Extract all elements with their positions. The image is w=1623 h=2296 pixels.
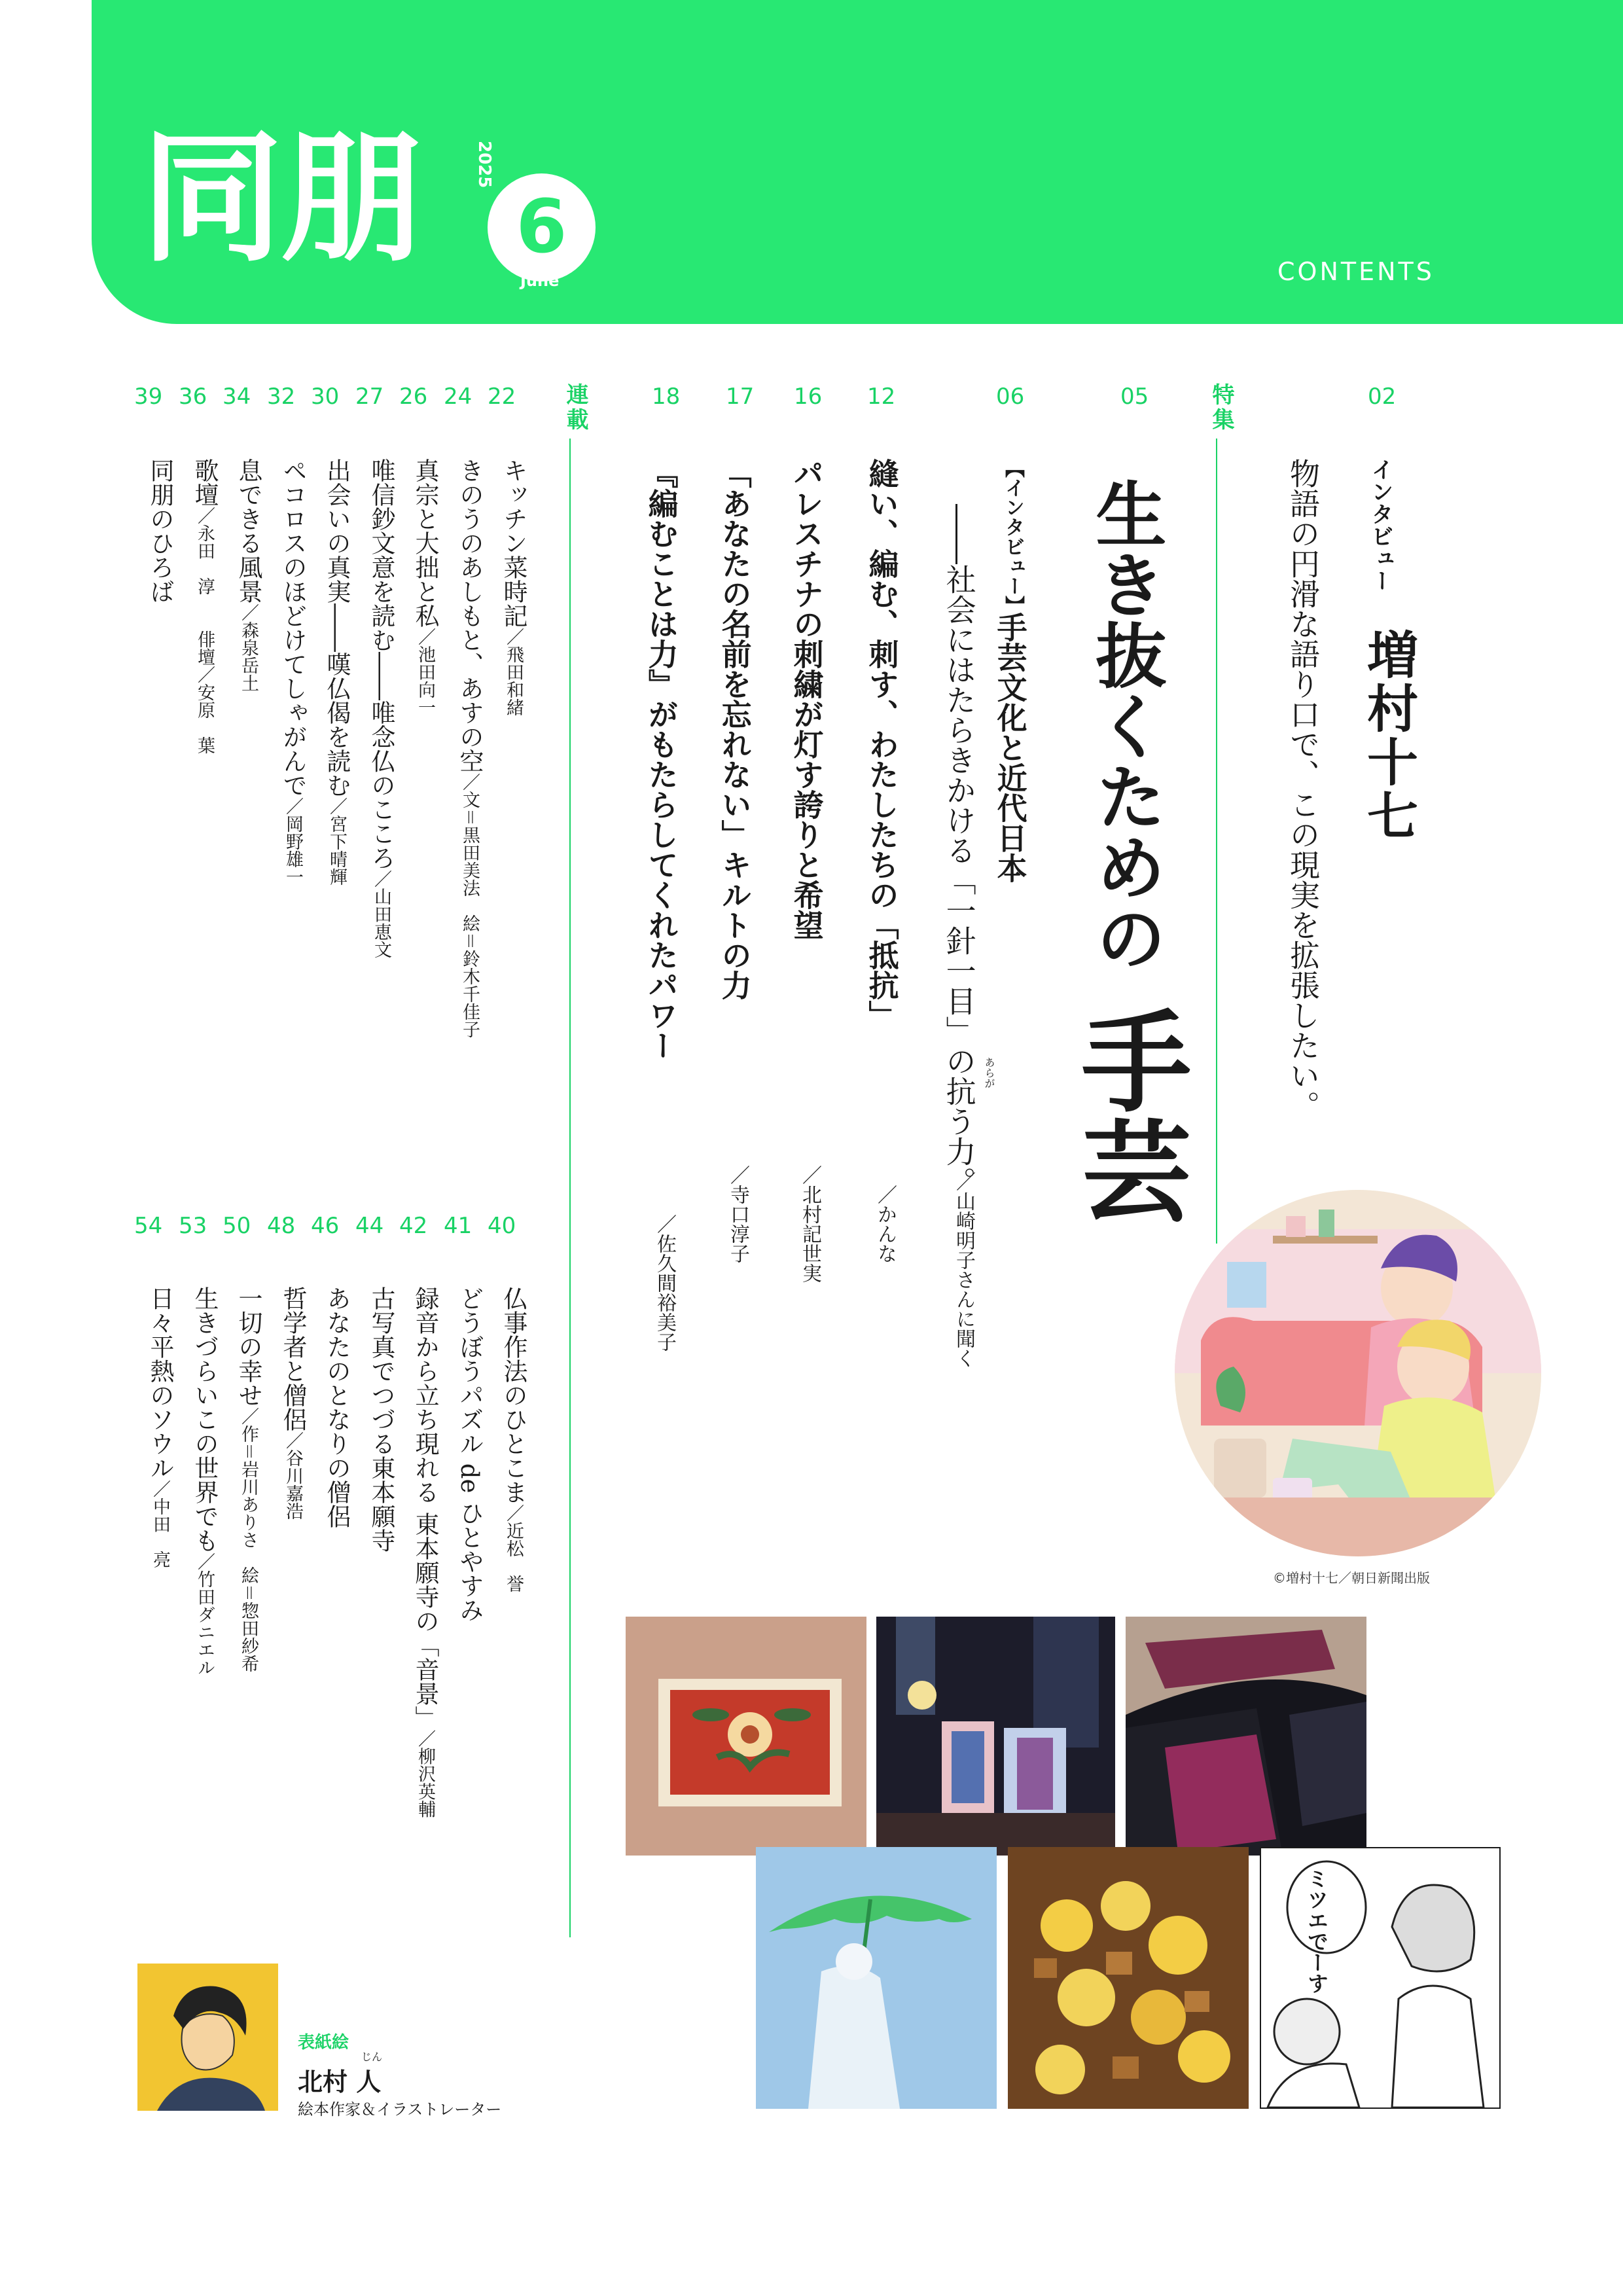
issue-month: June [520,272,560,290]
page-number: 44 [355,1213,384,1239]
page-number: 27 [355,384,384,410]
serial-entry [230,1286,266,1672]
article-title: 「あなたの名前を忘れない」キルトの力 [717,458,753,1000]
page-number: 12 [867,384,896,410]
serial-entry [407,1286,442,1818]
feature-title-line1: 生き抜くための [1084,478,1166,973]
serial-entry [495,1286,531,1592]
article-author: ／山崎明子さんに聞く [952,1172,975,1368]
interview-subtitle: 物語の円滑な語り口で、この現実を拡張したい。 [1285,458,1321,1121]
serial-author: ／中田 亮 [150,1480,170,1568]
article-tag: 【インタビュー】 [1001,458,1024,615]
serial-title: ペコロスのほどけてしゃがんで [279,458,307,797]
page-number: 39 [134,384,163,410]
magazine-title: 同朋 [141,116,421,281]
serial-title: 哲学者と僧侶 [279,1286,307,1431]
serial-entry [187,458,222,754]
serial-entry [363,1286,399,1552]
serial-author: ／文＝黒田美法 絵＝鈴木千佳子 [459,773,480,1038]
serial-entry [230,458,266,692]
page-number: 32 [267,384,296,410]
feature-title-line2: 手芸 [1063,1005,1193,1225]
serial-entry [407,458,442,716]
page-number: 02 [1368,384,1397,410]
interview-illustration [1175,1190,1541,1556]
page-number: 40 [488,1213,516,1239]
serial-author: ／池田向一 [415,628,435,716]
serial-title: 生きづらいこの世界でも [190,1286,219,1552]
section-label-serials: 連載 [562,383,588,433]
food-photo [1008,1847,1249,2109]
page-number: 16 [794,384,823,410]
ruby-text: あらが [983,1057,995,1088]
serial-author: ／宮下晴輝 [327,797,347,886]
serial-author: ／柳沢英輔 [415,1729,435,1818]
article-author: ／かんな [874,1185,897,1263]
page-number: 17 [726,384,755,410]
interview-label: インタビュー [1367,458,1393,592]
quilt-protest-photo [876,1617,1115,1856]
page-number: 18 [652,384,681,410]
serial-author: ／飛田和緒 [503,628,524,716]
section-label-feature: 特集 [1208,383,1234,433]
serial-title: 仏事作法のひとこま [499,1286,527,1504]
page-number: 53 [179,1213,207,1239]
serial-title: 古写真でつづる東本願寺 [367,1286,395,1552]
serial-title: どうぼうパズル de ひとやすみ [455,1286,484,1623]
umbrella-illustration [756,1847,997,2109]
serial-entry [452,1286,487,1622]
serial-entry [319,1286,354,1528]
serial-title: キッチン菜時記 [499,458,527,628]
manga-panel [1260,1847,1501,2109]
cover-artist-role: 絵本作家＆イラストレーター [298,2100,502,2119]
page-number: 30 [311,384,340,410]
serial-title: 真宗と大拙と私 [411,458,439,628]
serial-title: あなたのとなりの僧侶 [323,1286,351,1528]
illustration-credit: ©増村十七／朝日新聞出版 [1273,1570,1430,1586]
serial-title: 録音から立ち現れる 東本願寺の「音景」 [411,1286,439,1730]
page-number: 34 [223,384,251,410]
article-title: 手芸文化と近代日本 [992,612,1028,883]
serial-entry [275,458,310,886]
divider [1216,439,1217,1244]
serial-title: 歌壇 [190,458,219,507]
article-title: 『編むことは力』がもたらしてくれたパワー [643,458,679,1060]
page-number: 06 [996,384,1025,410]
serial-entry [142,1286,177,1568]
serial-author: ／竹田ダニエル [194,1552,215,1676]
serial-title: 息できる風景 [234,458,262,603]
article-title: パレスチナの刺繍が灯す誇りと希望 [789,458,825,940]
cover-label: 表紙絵 [298,2033,349,2053]
page-number: 50 [223,1213,251,1239]
ruby-text: じん [361,2051,383,2063]
interview-name: 増村十七 [1359,628,1418,843]
serial-entry [275,1286,310,1520]
serial-entry [495,458,531,716]
article-author: ／寺口淳子 [726,1165,749,1263]
issue-year: 2025 [474,141,494,188]
serial-author: ／岡野雄一 [283,797,303,886]
serial-title: 一切の幸せ [234,1286,262,1407]
page-number: 48 [267,1213,296,1239]
serial-author: ／山田恵文 [371,870,391,958]
divider [569,439,571,1937]
serial-title: 出会いの真実――嘆仏偈を読む [323,458,351,797]
embroidery-photo [626,1617,866,1856]
serial-title: きのうのあしもと、あすの空 [455,458,484,773]
page-number: 42 [399,1213,428,1239]
contents-label: CONTENTS [1277,257,1435,286]
serial-entry [363,458,399,958]
serial-author: ／近松 誉 [503,1504,524,1592]
page-number: 54 [134,1213,163,1239]
page-number: 05 [1120,384,1149,410]
page-number: 24 [444,384,473,410]
article-author: ／北村記世実 [798,1165,821,1283]
page-number: 26 [399,384,428,410]
article-author: ／佐久間裕美子 [653,1214,676,1352]
serial-entry [142,458,177,603]
article-subtitle: ――社会にはたらきかける「一針一目」の抗う力。 [941,504,977,1196]
page-number: 41 [444,1213,473,1239]
serial-entry [187,1286,222,1676]
palestine-embroidery-photo [1126,1617,1366,1856]
serial-entry [452,458,487,1038]
page-number: 46 [311,1213,340,1239]
speech-bubble-text: ミツエでーす [1304,1868,1329,1994]
serial-author: ／永田 淳 俳壇／安原 葉 [194,507,215,754]
page-number: 36 [179,384,207,410]
serial-title: 同朋のひろば [146,458,174,603]
cover-artist-name: 北村 人 [298,2068,382,2096]
page-number: 22 [488,384,516,410]
issue-number: 6 [516,185,567,270]
serial-author: ／森泉岳土 [238,603,259,692]
article-title: 縫い、編む、刺す、わたしたちの「抵抗」 [864,458,900,1030]
serial-author: ／谷川嘉浩 [283,1431,303,1520]
serial-title: 唯信鈔文意を読む――唯念仏のこころ [367,458,395,870]
serial-entry [319,458,354,886]
serial-author: ／作＝岩川ありさ 絵＝惣田紗希 [238,1407,259,1672]
cover-artist-portrait [137,1964,278,2111]
serial-title: 日々平熱のソウル [146,1286,174,1480]
header-band [92,0,1623,324]
